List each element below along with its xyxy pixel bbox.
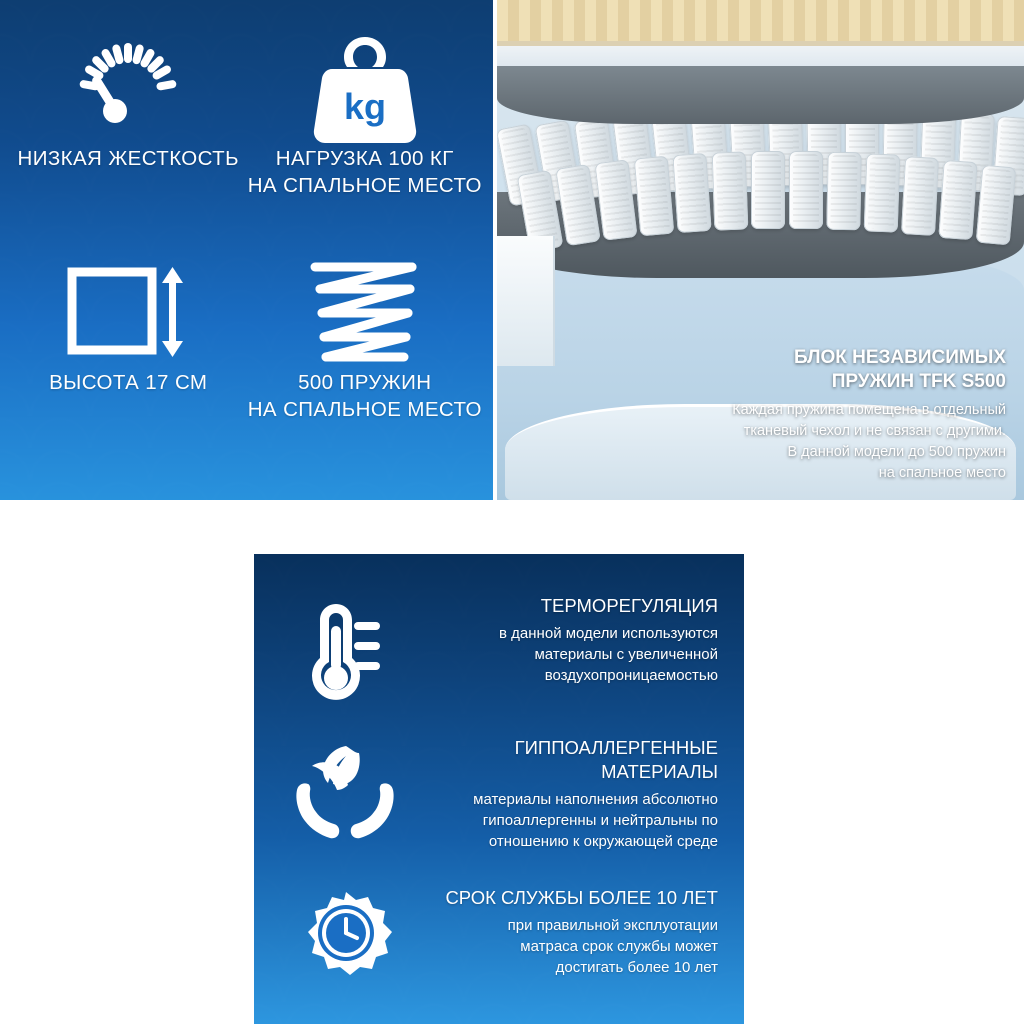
spring-block-description: Каждая пружина помещена в отдельный тканевый чехол и не связан с другими. В данной модели до 500 пружин на спальное место (732, 401, 1006, 481)
feature-height (10, 252, 247, 476)
spring-block-title-line2: ПРУЖИН TFK S500 (831, 371, 1006, 393)
firmness-gauge-icon (53, 28, 203, 146)
benefits-panel (254, 554, 744, 1024)
feature-firmness (10, 28, 247, 252)
benefit-thermoregulation (280, 594, 718, 702)
feature-caption: ВЫСОТА 17 СМ (49, 371, 208, 394)
height-square-arrow-icon (63, 252, 193, 370)
hands-leaf-icon (280, 736, 412, 844)
benefit-heading: ТЕРМОРЕГУЛЯЦИЯ (540, 595, 718, 616)
spring-block-title (626, 346, 1006, 394)
benefit-heading: СРОК СЛУЖБЫ БОЛЕЕ 10 ЛЕТ (445, 887, 718, 909)
benefit-text: при правильной эксплуотации матраса срок службы может достигать более 10 лет (507, 917, 718, 977)
clock-icon (280, 886, 412, 990)
feature-load (247, 28, 484, 252)
features-panel (0, 0, 493, 500)
benefit-lifespan (280, 886, 718, 990)
spring-block-panel (497, 0, 1024, 500)
feature-caption: 500 ПРУЖИН НА СПАЛЬНОЕ МЕСТО (247, 371, 482, 421)
feature-springs-count (247, 252, 484, 476)
benefit-hypoallergenic (280, 736, 718, 852)
benefit-text: материалы наполнения абсолютно гипоаллергенны и нейтральны по отношению к окружающей среде (473, 791, 718, 851)
spring-coil-icon (300, 252, 430, 370)
weight-kg-icon (310, 28, 420, 146)
benefit-text: в данной модели используются материалы с увеличенной воздухопроницаемостью (499, 625, 718, 685)
spring-block-title-line1: БЛОК НЕЗАВИСИМЫХ (793, 347, 1006, 369)
spring-block-caption (626, 346, 1006, 484)
thermometer-icon (280, 594, 412, 702)
feature-caption: НАГРУЗКА 100 КГ НА СПАЛЬНОЕ МЕСТО (247, 147, 482, 197)
feature-caption: НИЗКАЯ ЖЕСТКОСТЬ (17, 147, 239, 170)
benefit-heading: ГИППОАЛЛЕРГЕННЫЕ МАТЕРИАЛЫ (514, 737, 718, 783)
svg-text:kg: kg (343, 86, 386, 127)
